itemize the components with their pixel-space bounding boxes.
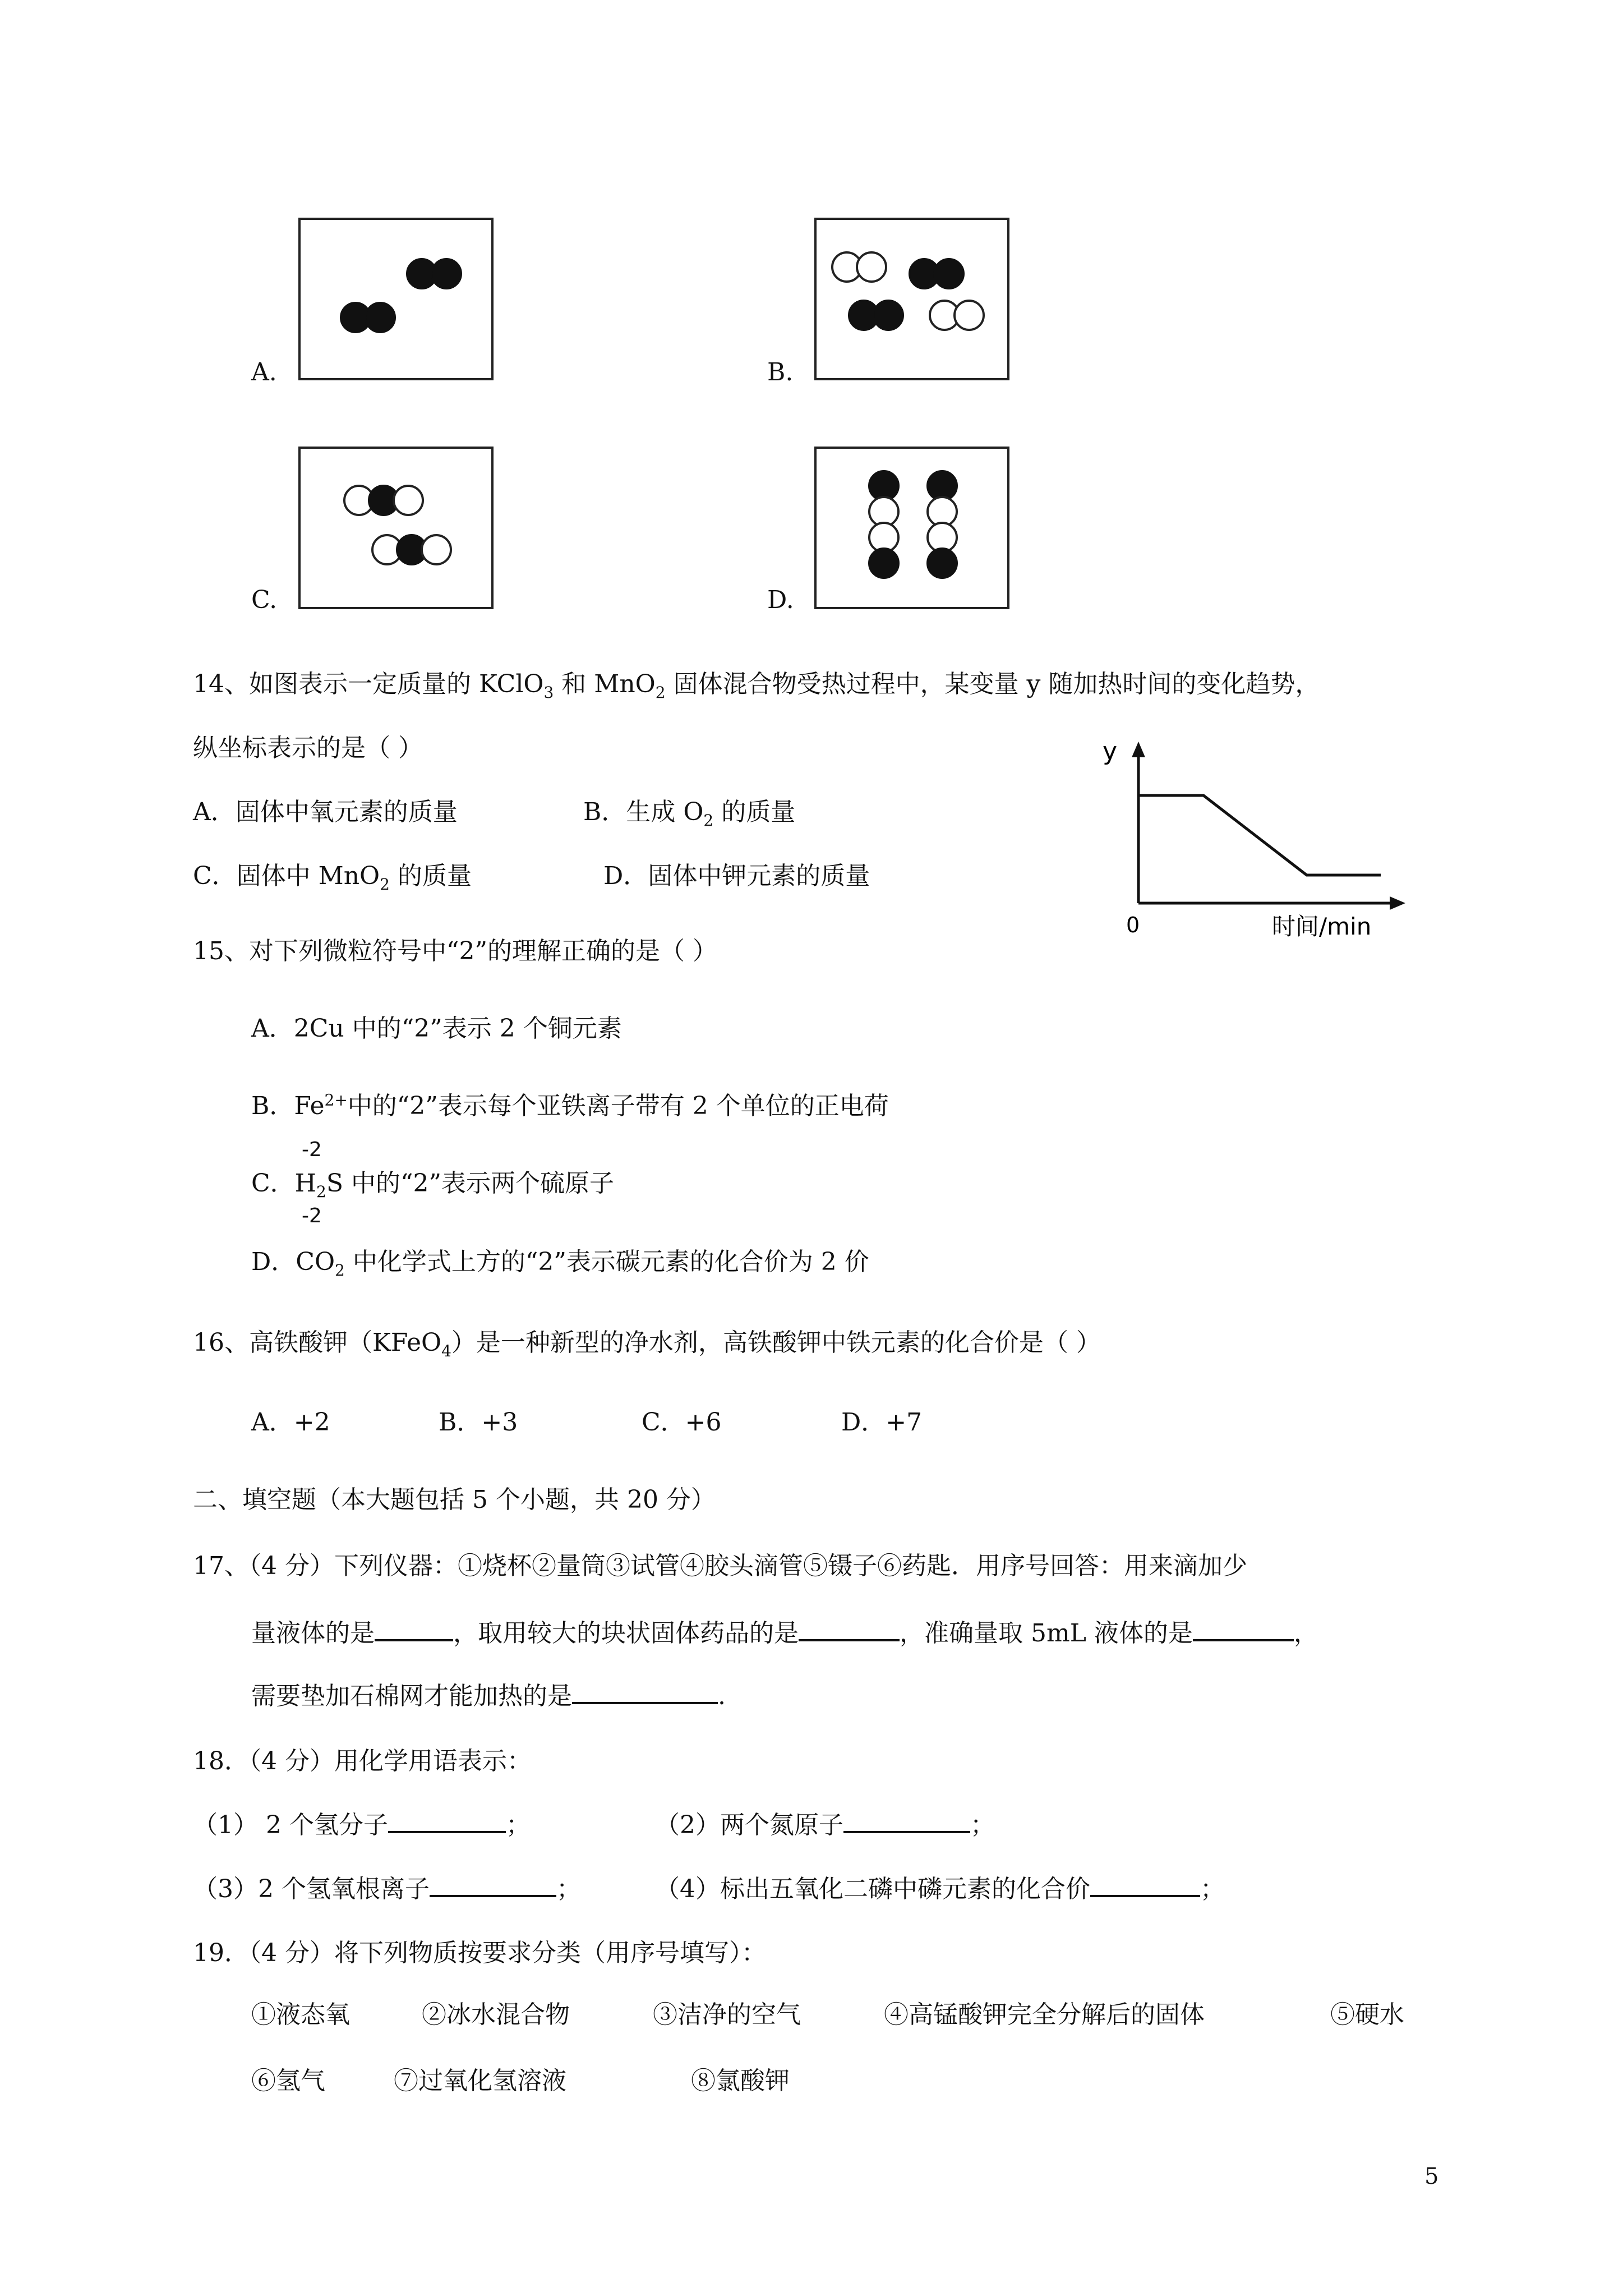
q18-part-4: （4）标出五氧化二磷中磷元素的化合价 ； xyxy=(655,1872,1225,1905)
white-atom xyxy=(953,300,985,331)
q16-stem: 16、高铁酸钾（KFeO$_4$）是一种新型的净水剂，高铁酸钾中铁元素的化合价是（ ） xyxy=(193,1328,1101,1360)
q19-item: ②冰水混合物 xyxy=(422,2000,570,2029)
q15-option-c-mark: -2 xyxy=(302,1138,322,1161)
answer-blank[interactable] xyxy=(1090,1872,1200,1897)
black-atom xyxy=(933,258,965,289)
q15-option-d-mark: -2 xyxy=(302,1204,322,1227)
q19-item: ⑥氢气 xyxy=(251,2067,325,2095)
q14-option-a: A．固体中氧元素的质量 xyxy=(193,798,458,826)
q17-line3: 需要垫加石棉网才能加热的是 . xyxy=(251,1680,726,1712)
q18-stem: 18．（4 分）用化学用语表示： xyxy=(193,1747,532,1775)
q18-part-2: （2）两个氮原子 ； xyxy=(655,1809,995,1841)
q19-stem: 19．（4 分）将下列物质按要求分类（用序号填写）： xyxy=(193,1939,766,1967)
answer-blank[interactable] xyxy=(843,1809,970,1833)
q18-part-1: （1） 2 个氢分子 ； xyxy=(193,1809,531,1841)
option-a-label: A. xyxy=(251,358,277,386)
q16-option-a: A．+2 xyxy=(251,1408,330,1437)
q14-stem-line2: 纵坐标表示的是（ ） xyxy=(193,734,423,762)
q16-option-b: B．+3 xyxy=(439,1408,518,1437)
option-d-label: D. xyxy=(767,586,794,614)
q15-option-b: B．$Fe^{2+}$中的“2”表示每个亚铁离子带有 2 个单位的正电荷 xyxy=(251,1091,889,1120)
q17-line2: 量液体的是 ，取用较大的块状固体药品的是 ，准确量取 5mL 液体的是 ， xyxy=(251,1617,1318,1649)
page-number: 5 xyxy=(1424,2164,1439,2189)
q14-option-d: D．固体中钾元素的质量 xyxy=(603,862,870,890)
q19-item: ①液态氧 xyxy=(251,2000,350,2029)
y-axis-arrow xyxy=(1132,742,1145,757)
q14-option-c: C．固体中 MnO$_2$ 的质量 xyxy=(193,862,472,894)
black-atom xyxy=(431,258,462,289)
q18-part-3: （3）2 个氢氧根离子 ； xyxy=(193,1872,581,1905)
white-atom xyxy=(393,485,424,516)
black-atom xyxy=(365,302,396,333)
section-heading: 二、填空题（本大题包括 5 个小题，共 20 分） xyxy=(193,1485,716,1514)
q15-option-c: C．$H_2S$ 中的“2”表示两个硫原子 xyxy=(251,1169,614,1201)
answer-blank[interactable] xyxy=(388,1809,506,1833)
q14-graph xyxy=(1099,735,1436,954)
q14-stem-line1: 14、如图表示一定质量的 KClO$_3$ 和 MnO$_2$ 固体混合物受热过程中，某变量 y 随加热时间的变化趋势， xyxy=(193,670,1320,702)
origin-label: 0 xyxy=(1126,913,1140,937)
trend-line xyxy=(1140,795,1381,875)
black-atom xyxy=(926,547,958,579)
x-axis-arrow xyxy=(1390,896,1405,910)
q19-item: ④高锰酸钾完全分解后的固体 xyxy=(884,2000,1205,2029)
q14-option-b: B．生成 $O_2$ 的质量 xyxy=(583,798,796,830)
answer-blank[interactable] xyxy=(375,1617,453,1641)
white-atom xyxy=(856,251,887,283)
q16-option-c: C．+6 xyxy=(642,1408,722,1437)
option-c-diagram xyxy=(298,447,494,609)
answer-blank[interactable] xyxy=(572,1680,718,1704)
answer-blank[interactable] xyxy=(1193,1617,1294,1641)
answer-blank[interactable] xyxy=(430,1872,556,1897)
white-atom xyxy=(421,534,452,565)
q15-option-a: A．2Cu 中的“2”表示 2 个铜元素 xyxy=(251,1014,622,1043)
black-atom xyxy=(868,547,900,579)
q16-option-d: D．+7 xyxy=(841,1408,923,1437)
q19-item: ⑤硬水 xyxy=(1330,2000,1404,2029)
option-c-label: C. xyxy=(251,586,278,614)
option-b-diagram xyxy=(814,218,1009,380)
answer-blank[interactable] xyxy=(799,1617,900,1641)
option-a-diagram xyxy=(298,218,494,380)
q19-item: ⑦过氧化氢溶液 xyxy=(394,2067,566,2095)
black-atom xyxy=(873,300,904,331)
q17-line1: 17、（4 分）下列仪器：①烧杯②量筒③试管④胶头滴管⑤镊子⑥药匙．用序号回答：用来滴加少 xyxy=(193,1552,1247,1580)
option-d-diagram xyxy=(814,447,1009,609)
x-axis-label: 时间/min xyxy=(1272,913,1372,940)
q19-item: ③洁净的空气 xyxy=(653,2000,801,2029)
q19-item: ⑧氯酸钾 xyxy=(691,2067,790,2095)
q15-stem: 15、对下列微粒符号中“2”的理解正确的是（ ） xyxy=(193,937,717,965)
y-axis-label: y xyxy=(1103,737,1118,766)
option-b-label: B. xyxy=(767,358,794,386)
q15-option-d: D．$CO_2$ 中化学式上方的“2”表示碳元素的化合价为 2 价 xyxy=(251,1248,869,1280)
